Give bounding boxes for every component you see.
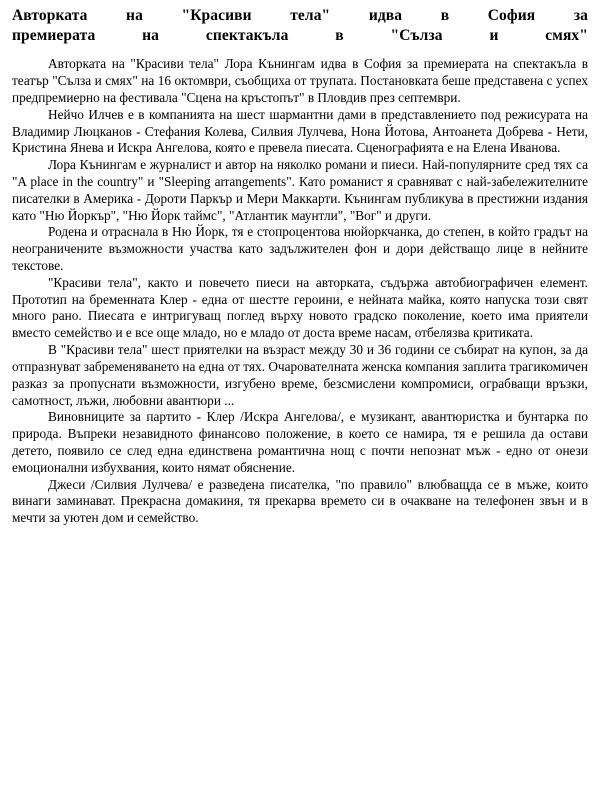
page-title bbox=[12, 6, 588, 46]
body-paragraph: В "Красиви тела" шест приятелки на възраст между 30 и 36 години се събират на купон, за да отпразнуват забременяването на една от тях. Очарователната женска компания заплита трагикомичен разказ за пропуснати възможности, изгубено време, безсмислени компромиси, ограбващи връзки, самотност, лъжи, любовни авантюри ... bbox=[12, 342, 588, 408]
body-paragraph: Виновниците за партито - Клер /Искра Ангелова/, е музикант, авантюристка и бунтарка по природа. Въпреки незавидното финансово положение, в което се намира, тя е решила да остави детето, появило се след една единствена романтична нощ с почти непознат мъж - едно от онези емоционални избухвания, които нямат обяснение. bbox=[12, 409, 588, 475]
body-paragraph: Нейчо Илчев е в компанията на шест шармантни дами в представлението под режисурата на Владимир Люцканов - Стефания Колева, Силвия Лулчева, Нона Йотова, Антоанета Добрева - Нети, Кристина Янева и Искра Ангелова, която е превела пиесата. Сценографията е на Елена Иванова. bbox=[12, 106, 588, 156]
page-title-line-1: Авторката на "Красиви тела" идва в София за bbox=[12, 7, 588, 24]
body-paragraph: Родена и отраснала в Ню Йорк, тя е стопроцентова нюйоркчанка, до степен, в който градът на неограничените възможности участва като задължителен фон и дори действащо лице в нейните текстове. bbox=[12, 224, 588, 274]
body-paragraph: Авторката на "Красиви тела" Лора Кънингам идва в София за премиерата на спектакъла в театър "Сълза и смях" на 16 октомври, съобщиха от трупата. Постановката беше представена с успех предпремиерно на фестивала "Сцена на кръстопът" в Пловдив през септември. bbox=[12, 56, 588, 105]
page-title-line-2: премиерата на спектакъла в "Сълза и смях" bbox=[12, 27, 588, 45]
body-paragraph: Лора Кънингам е журналист и автор на няколко романи и пиеси. Най-популярните сред тях са "A place in the country" и "Sleeping arrangements". Като романист я сравняват с най-забележителните писателки в Америка - Дороти Паркър и Мери Маккарти. Кънингам публикува в престижни издания като "Ню Йоркър", "Ню Йорк таймс", "Атлантик маунтли", "Вог" и други. bbox=[12, 157, 588, 223]
body-paragraph: "Красиви тела", както и повечето пиеси на авторката, съдържа автобиографичен елемент. Прототип на бременната Клер - една от шестте героини, е нейната майка, която напуска този свят много рано. Пиесата е интригуващ поглед върху новото градско поколение, което има приятели вместо семейство и е все още младо, но е младо от доста време насам, отбелязва критиката. bbox=[12, 274, 588, 341]
body-paragraph: Джеси /Силвия Лулчева/ е разведена писателка, "по правило" влюбващда се в мъже, които винаги заминават. Прекрасна домакиня, тя прекарва времето си в очакване на телефонен звън и в мечти за уютен дом и семейство. bbox=[12, 476, 588, 526]
